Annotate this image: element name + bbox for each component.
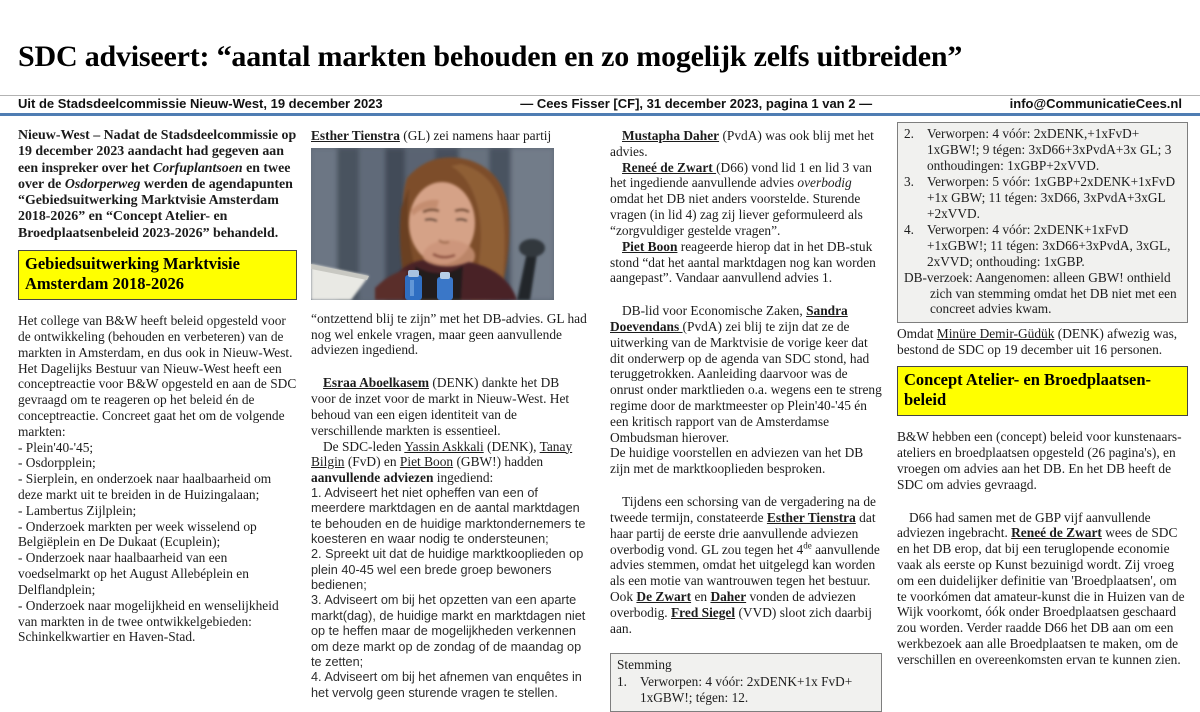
text-run: De SDC-leden (323, 438, 405, 454)
column-4 (897, 122, 1188, 668)
voting-item-number: 4. (904, 221, 914, 237)
text-run: Esther Tienstra (766, 509, 856, 525)
spacer (610, 286, 882, 303)
page-title: SDC adviseert: “aantal markten behouden en zo mogelijk zelfs uitbreiden” (18, 40, 963, 73)
paragraph (897, 429, 1188, 492)
text-run: (VVD) sloot zich daarbij aan. (610, 604, 872, 636)
text-run: (GBW!) hadden (453, 454, 544, 470)
text-run: 4. Adviseert om bij het afnemen van enquêtes in het vervolg geen sturende vragen te stellen. (311, 670, 582, 700)
text-run: (PvdA) was ook blij met het advies. (610, 128, 874, 159)
text-run: dat haar partij de eerste drie aanvullende adviezen overbodig vond. GL zou tegen het 4 (610, 509, 876, 557)
voting-item-number: 1. (617, 674, 627, 690)
text-run: werden de agendapunten “Gebiedsuitwerking Marktvisie Amsterdam 2018-2026” en “Concept Atelier- en Broedplaatsenbeleid 2023-2026” behandeld. (18, 176, 293, 241)
text-run: - Lambertus Zijlplein; (18, 502, 137, 518)
text-run: Tijdens een schorsing van de vergadering na de tweede termijn, constateerde (610, 494, 876, 525)
text-run: DB-lid voor Economische Zaken, (622, 303, 807, 319)
column-3 (610, 128, 882, 712)
spacer (897, 493, 1188, 510)
text-run: Fred Siegel (671, 604, 736, 620)
text-run: (DENK) dankte het DB voor de inzet voor de markt in Nieuw-West. Het behoud van een eigen identiteit van de verschillende markten is essentieel. (311, 375, 570, 438)
text-run: Esraa Aboelkasem (323, 375, 430, 391)
paragraph (610, 494, 882, 636)
text-run: (FvD) en (344, 454, 400, 470)
meta-source: Uit de Stadsdeelcommissie Nieuw-West, 19 december 2023 (18, 96, 383, 111)
paragraph (18, 519, 297, 551)
text-run: - Onderzoek naar haalbaarheid van een voedselmarkt op het August Allebéplein en Delflandplein; (18, 550, 249, 597)
text-run: D66 had samen met de GBP vijf aanvullende adviezen ingebracht. (897, 509, 1151, 541)
paragraph (897, 510, 1188, 668)
divider-blue (0, 113, 1200, 116)
text-run: Tanay Bilgin (311, 438, 573, 470)
advice-list-item (311, 670, 587, 701)
text-run: aanvullende advies stemmen, omdat het uitgelegd kan worden als een motie van wantrouwen tegen het bestuur. Ook (610, 541, 880, 604)
paragraph (610, 445, 882, 477)
text-run: B&W hebben een (concept) beleid voor kunstenaars-ateliers en broedplaatsen opgesteld (26 pagina's), en vroegen om advies aan het DB. En het DB heeft de SDC om advies gevraagd. (897, 429, 1182, 492)
text-run: 2. Spreekt uit dat de huidige marktkooplieden op plein 40-45 wel een brede groep bewoners bedienen; (311, 547, 584, 593)
text-run: ingediend: (433, 470, 494, 486)
paragraph (311, 311, 587, 358)
voting-results-box (610, 653, 882, 712)
voting-item-text: Verworpen: 4 vóór: 2xDENK+1xFvD +1xGBW!; 11 tégen: 3xD66+3xPvdA, 3xGL, 2xVVD; onthouding: 1xGBP. (927, 221, 1171, 269)
text-run: vonden de adviezen overbodig. (610, 588, 856, 620)
text-run: Minüre Demir-Güdük (936, 326, 1055, 342)
paragraph (18, 598, 297, 645)
text-run: (DENK) afwezig was, bestond de SDC op 19 december uit 16 personen. (897, 326, 1178, 358)
text-run: 3. Adviseert om bij het opzetten van een aparte markt(dag), de huidige markt en marktdagen niet op te heffen maar de mogelijkheden verkennen om deze markt op de zondag of de maandag op te zetten; (311, 593, 586, 669)
meta-author-page: — Cees Fisser [CF], 31 december 2023, pagina 1 van 2 — (520, 96, 873, 111)
text-run: Piet Boon (399, 454, 454, 470)
text-run: Het college van B&W heeft beleid opgesteld voor de ontwikkeling (behouden en verbeteren) van de markten in Amsterdam, en dus ook in Nieuw-West. Het Dagelijks Bestuur van Nieuw-West heeft een conceptreactie voor B&W opgesteld en aan de SDC gevraagd om te reageren op het beleid én de conceptreactie. Concreet gaat het om de volgende markten: (18, 313, 297, 439)
paragraph (18, 440, 297, 456)
text-run: de (803, 540, 812, 551)
spacer (311, 358, 587, 375)
column-1 (18, 128, 297, 645)
photo-esther-tienstra (311, 148, 554, 300)
voting-item-number: 2. (904, 126, 914, 141)
voting-item: DB-verzoek: Aangenomen: alleen GBW! onthield zich van stemming omdat het DB niet met een concreet advies kwam. (904, 269, 1177, 317)
text-run: De Zwart (636, 588, 692, 604)
text-run: aanvullende adviezen (311, 470, 434, 486)
text-run: en twee over de (18, 160, 291, 192)
text-run: Nieuw-West – Nadat de Stadsdeelcommissie op 19 december 2023 aandacht had gegeven aan een inspreker over het (18, 128, 297, 176)
text-run: Piet Boon (622, 238, 678, 254)
paragraph (610, 160, 882, 239)
text-run: (PvdA) zei blij te zijn dat ze de uitwerking van de Marktvisie de vorige keer dat dit onderwerp op de agenda van SDC stond, had teruggetrokken. Aanleiding daarvoor was de onrust onder marktlieden o.a. wegens een te streng regime door de marktmeester op Plein'40-'45 én een kritisch rapport van de Amsterdamse Ombudsman hierover. (610, 318, 882, 445)
paragraph (897, 326, 1188, 358)
paragraph (311, 375, 587, 438)
voting-item (904, 222, 1181, 270)
text-run: “ontzettend blij te zijn” met het DB-advies. GL had nog wel enkele vragen, maar geen aanvullende adviezen ingediend. (311, 310, 587, 358)
paragraph (610, 128, 882, 160)
spacer (610, 636, 882, 644)
paragraph (610, 303, 882, 445)
text-run: Yassin Askkali (404, 438, 484, 454)
text-run: (GL) zei namens haar partij (399, 128, 552, 143)
paragraph (18, 550, 297, 597)
text-run: Daher (710, 588, 747, 604)
voting-item (904, 174, 1181, 222)
advice-list-item (311, 547, 587, 593)
text-run: wees de SDC en het DB erop, dat bij een teruglopende economie vaak als eerste op Kunst bezuinigd wordt. Zij vroeg om een duidelijker definitie van 'Broedplaatsen', om te voorkómen dat amateur-kunst die in Huizen van de Wijk voorkomt, óók onder Broedplaatsen geschaard zou worden. Verder raadde D66 het DB aan om een werkbezoek aan alle Broedplaatsen te maken, om de verschillen en overeenkomsten ervan te kunnen zien. (897, 525, 1185, 667)
paragraph (18, 471, 297, 503)
text-run: 1. Adviseert het niet opheffen van een of meerdere marktdagen en de aantal marktdagen te behouden en de huidige marktondernemers te koesteren en waar nodig te ondersteunen; (311, 485, 586, 547)
text-run: - Sierplein, en onderzoek naar haalbaarheid om deze markt uit te breiden in de Huizingalaan; (18, 471, 272, 503)
meta-email: info@CommunicatieCees.nl (1009, 96, 1182, 111)
text-run: De huidige voorstellen en adviezen van het DB zijn met de marktkooplieden besproken. (610, 445, 864, 477)
text-run: Esther Tienstra (311, 128, 400, 143)
text-run: (D66) vond lid 1 en lid 3 van het ingediende aanvullende advies (610, 159, 872, 191)
voting-item-text: Verworpen: 4 vóór: 2xDENK+1x FvD+ 1xGBW!; tégen: 12. (640, 674, 853, 706)
paragraph (18, 503, 297, 519)
paragraph (18, 455, 297, 471)
paragraph (610, 239, 882, 286)
advice-list-item (311, 593, 587, 670)
voting-item-text: Verworpen: 5 vóór: 1xGBP+2xDENK+1xFvD +1x GBW; 11 tégen: 3xD66, 3xPvdA+3xGL +2xVVD. (927, 173, 1176, 221)
paragraph (18, 128, 297, 242)
voting-box-label: Stemming (617, 657, 672, 673)
column-2 (311, 128, 587, 701)
meta-row (0, 96, 1200, 111)
text-run: - Onderzoek markten per week wisselend op Belgiëplein en De Dukaat (Ecuplein); (18, 518, 257, 550)
voting-item (904, 126, 1181, 174)
text-run: reageerde hierop dat in het DB-stuk stond “dat het aantal marktdagen nog kan worden aangepast”. Vandaar aanvullend advies 1. (610, 238, 876, 286)
section-heading-highlighted: Gebiedsuitwerking Marktvisie Amsterdam 2018-2026 (18, 250, 297, 300)
text-run: overbodig (797, 175, 852, 191)
text-run: - Osdorpplein; (18, 455, 96, 471)
text-run: Omdat (897, 326, 937, 342)
text-run: Osdorperweg (64, 176, 141, 192)
voting-results-box (897, 122, 1188, 323)
text-run: Mustapha Daher (622, 128, 720, 143)
text-run: omdat het DB niet anders voorstelde. Sturende vragen (in lid 4) zag zij liever geformuleerd als “zorgvuldiger gestelde vragen”. (610, 191, 863, 238)
text-run: en (691, 588, 711, 604)
text-run: - Onderzoek naar mogelijkheid en wenselijkheid van markten in de twee ontwikkelgebieden: Schinkelkwartier en Haven-Stad. (18, 597, 279, 645)
paragraph (18, 313, 297, 440)
paragraph (311, 439, 587, 486)
text-run: - Plein'40-'45; (18, 439, 94, 455)
voting-item (617, 674, 875, 706)
voting-item-number: 3. (904, 173, 914, 189)
text-run: Reneé de Zwart (1011, 525, 1102, 541)
text-run: Corfuplantsoen (153, 160, 243, 176)
advice-list-item (311, 486, 587, 547)
paragraph (311, 128, 587, 144)
voting-item-text: Verworpen: 4 vóór: 2xDENK,+1xFvD+ 1xGBW!; 9 tégen: 3xD66+3xPvdA+3x GL; 3 onthoudingen: 1xGBP+2xVVD. (927, 126, 1172, 173)
text-run: Sandra Doevendans (610, 303, 848, 334)
text-run: (DENK), (483, 438, 540, 454)
section-heading-highlighted: Concept Atelier- en Broedplaatsen-beleid (897, 366, 1188, 416)
spacer (610, 477, 882, 494)
text-run: Reneé de Zwart (622, 159, 717, 175)
